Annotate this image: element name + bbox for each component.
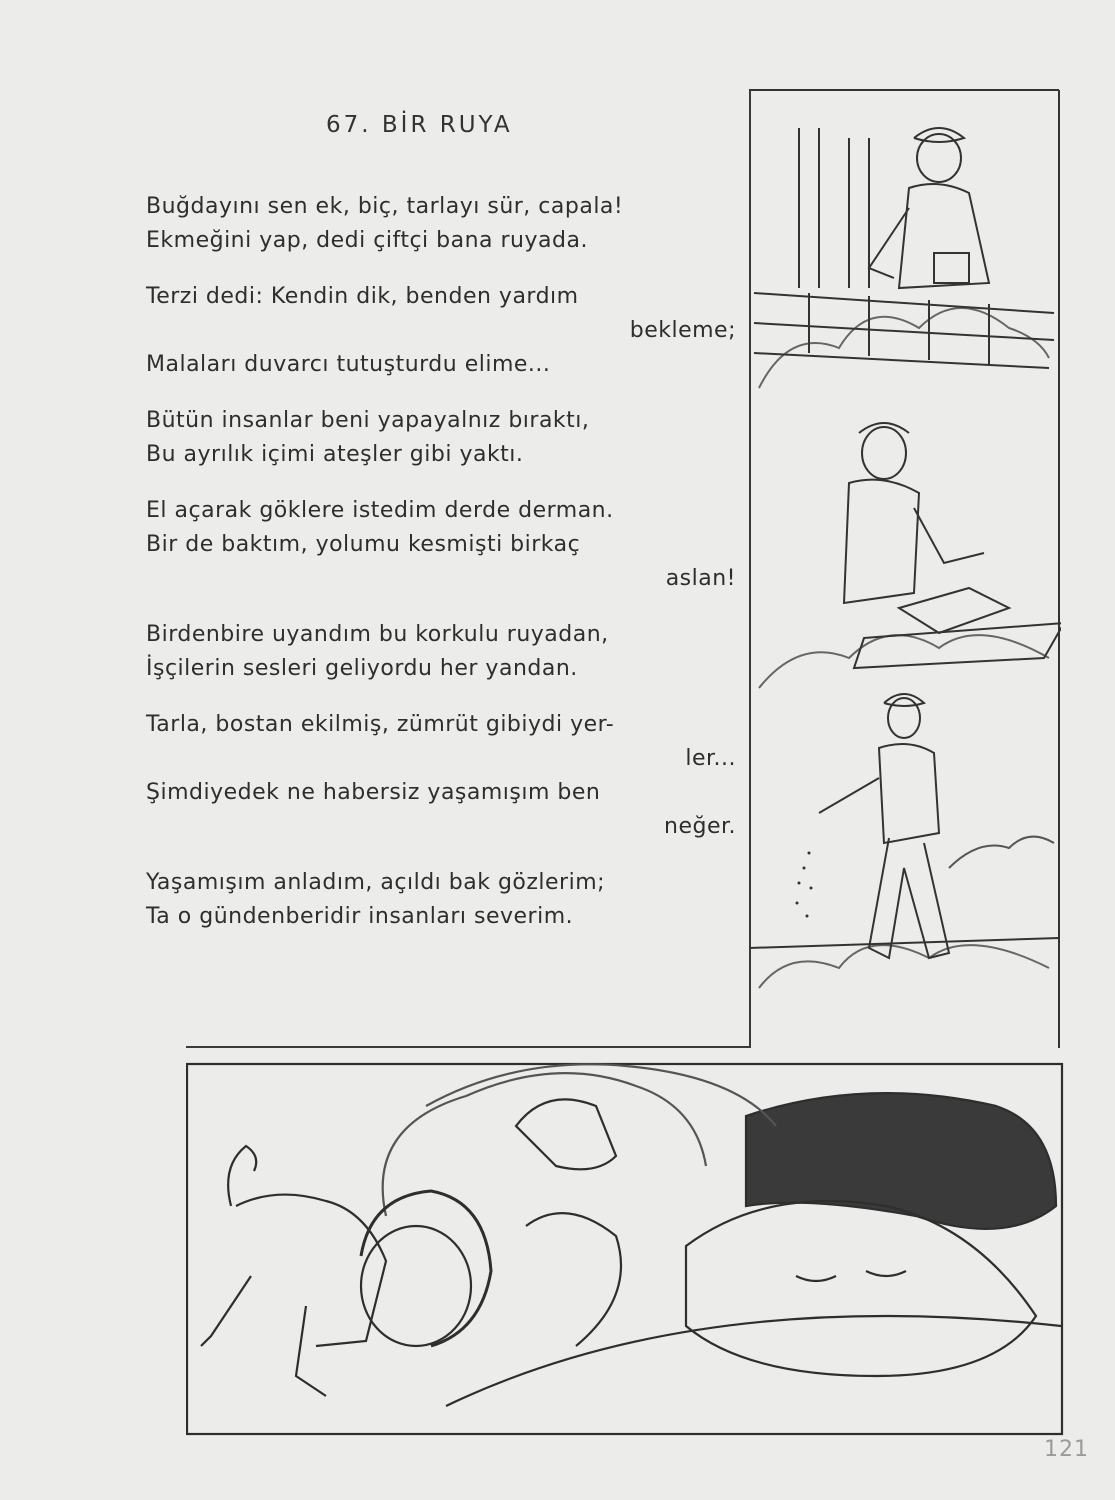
workers-illustration bbox=[749, 88, 1061, 1050]
poem-line: neğer. bbox=[664, 814, 736, 839]
stanza-2 bbox=[146, 280, 736, 382]
stanza-7 bbox=[146, 866, 736, 934]
poem-line: ler... bbox=[685, 746, 736, 771]
stanza-4 bbox=[146, 494, 736, 596]
poem-body bbox=[146, 190, 736, 956]
poem-line: Şimdiyedek ne habersiz yaşamışım ben bbox=[146, 780, 601, 805]
poem-line: El açarak göklere istedim derde derman. bbox=[146, 498, 614, 523]
poem-line: Tarla, bostan ekilmiş, zümrüt gibiydi yer- bbox=[146, 712, 615, 737]
stanza-3 bbox=[146, 404, 736, 472]
poem-line: aslan! bbox=[665, 566, 736, 591]
poem-title: 67. BİR RUYA bbox=[326, 112, 513, 138]
poem-line: bekleme; bbox=[629, 318, 736, 343]
stanza-5 bbox=[146, 618, 736, 686]
poem-line: İşçilerin sesleri geliyordu her yandan. bbox=[146, 656, 578, 681]
poem-line: Ekmeğini yap, dedi çiftçi bana ruyada. bbox=[146, 228, 588, 253]
dream-illustration bbox=[186, 1046, 1064, 1438]
page-number: 121 bbox=[1044, 1437, 1089, 1462]
stanza-1 bbox=[146, 190, 736, 258]
stanza-6 bbox=[146, 708, 736, 844]
poem-line: Ta o gündenberidir insanları severim. bbox=[146, 904, 574, 929]
poem-line: Bütün insanlar beni yapayalnız bıraktı, bbox=[146, 408, 590, 433]
poem-line: Yaşamışım anladım, açıldı bak gözlerim; bbox=[146, 870, 606, 895]
poem-line: Terzi dedi: Kendin dik, benden yardım bbox=[146, 284, 579, 309]
poem-line: Bu ayrılık içimi ateşler gibi yaktı. bbox=[146, 442, 524, 467]
poem-line: Bir de baktım, yolumu kesmişti birkaç bbox=[146, 532, 581, 557]
poem-line: Buğdayını sen ek, biç, tarlayı sür, capala! bbox=[146, 194, 624, 219]
poem-line: Malaları duvarcı tutuşturdu elime... bbox=[146, 352, 551, 377]
poem-line: Birdenbire uyandım bu korkulu ruyadan, bbox=[146, 622, 609, 647]
